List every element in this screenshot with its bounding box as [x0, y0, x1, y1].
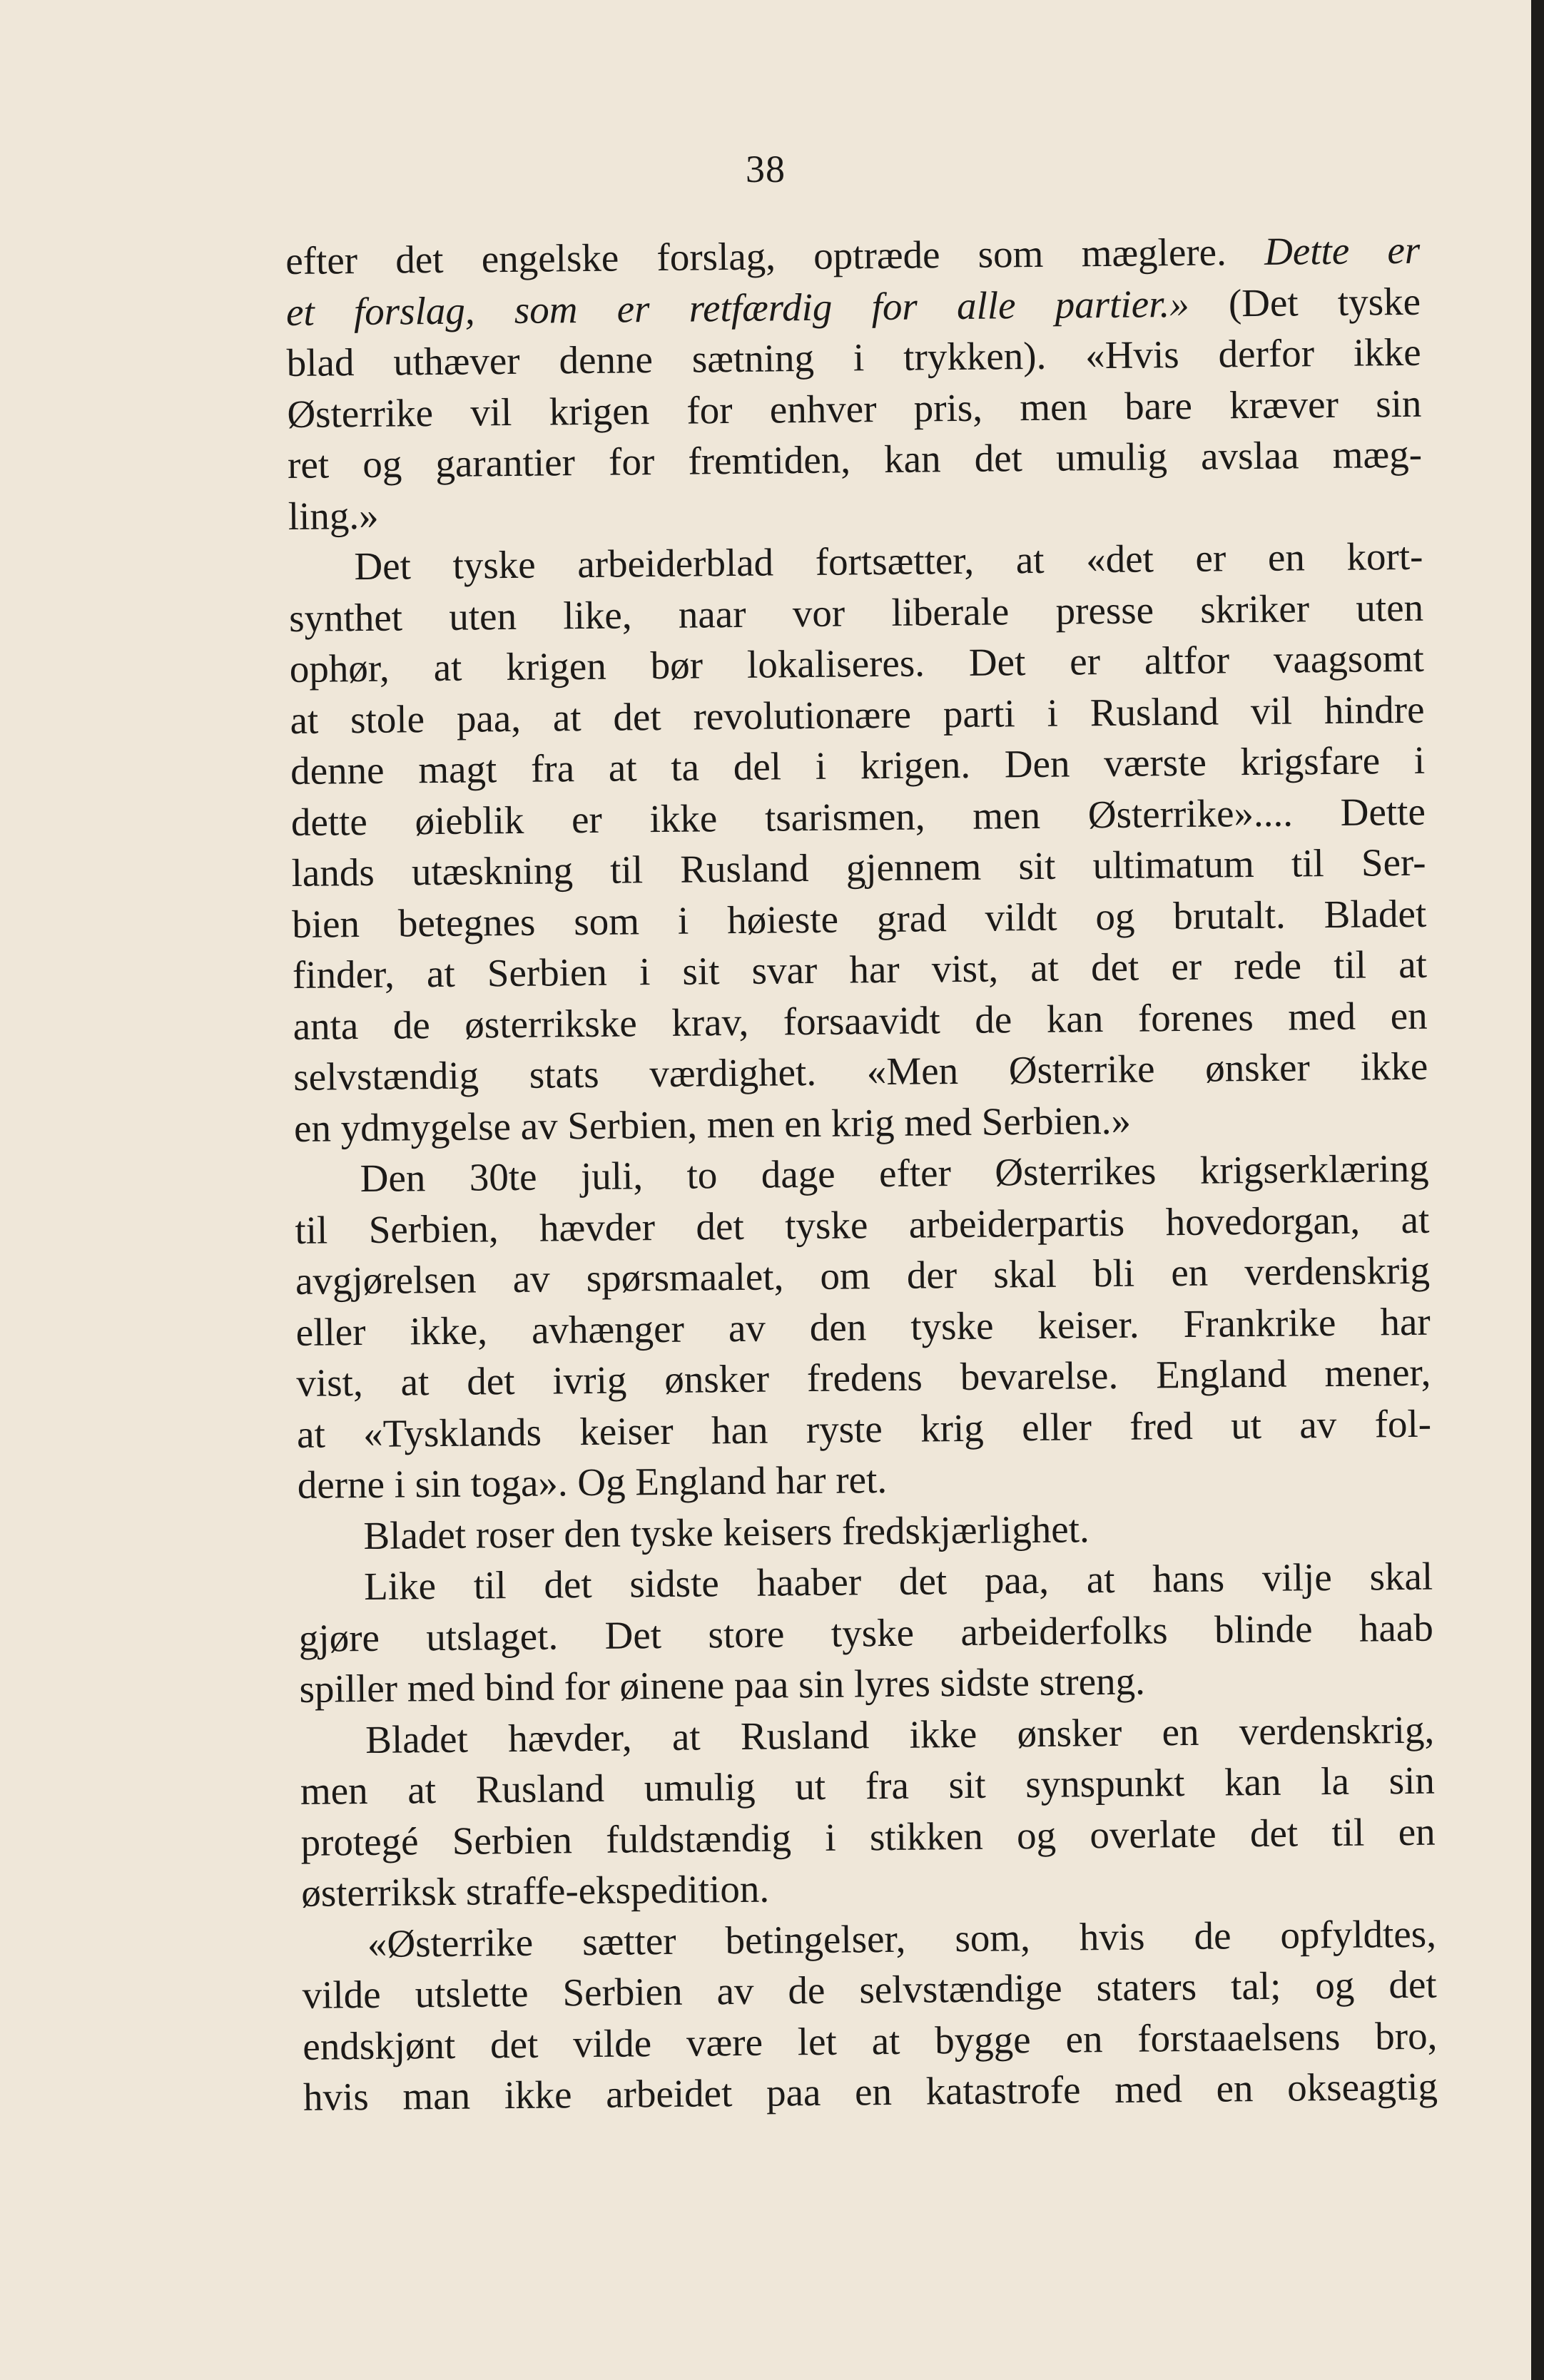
italic-text: Dette er	[1264, 228, 1421, 273]
page-number: 38	[746, 148, 786, 190]
line-text: til Serbien, hævder det tyske arbeiderpartis hovedorgan, at	[295, 1197, 1430, 1252]
line-text: Bladet roser den tyske keisers fredskjærlighet.	[363, 1506, 1090, 1557]
line-text: eller ikke, avhænger av den tyske keiser. Frankrike har	[295, 1299, 1431, 1354]
line-text: østerriksk straffe-ekspedition.	[301, 1866, 770, 1915]
text-line	[303, 2061, 1438, 2123]
line-text: Det tyske arbeiderblad fortsætter, at «det er en kort-	[354, 534, 1423, 589]
line-text: Bladet hævder, at Rusland ikke ønsker en verdenskrig,	[365, 1707, 1435, 1761]
line-text: avgjørelsen av spørsmaalet, om der skal bli en verdenskrig	[295, 1248, 1431, 1303]
line-text: hvis man ikke arbeidet paa en katastrofe med en okseagtig	[303, 2064, 1438, 2119]
line-text: anta de østerrikske krav, forsaavidt de kan forenes med en	[293, 993, 1428, 1048]
line-text: denne magt fra at ta del i krigen. Den værste krigsfare i	[290, 738, 1426, 793]
line-text: vist, at det ivrig ønsker fredens bevarelse. England mener,	[296, 1350, 1431, 1405]
line-text: synthet uten like, naar vor liberale presse skriker uten	[288, 585, 1424, 640]
line-text: blad uthæver denne sætning i trykken). «Hvis derfor ikke	[286, 330, 1421, 385]
line-text: vilde utslette Serbien av de selvstændige staters tal; og det	[302, 1962, 1437, 2017]
line-text: selvstændig stats værdighet. «Men Østerrike ønsker ikke	[293, 1044, 1428, 1099]
line-text: derne i sin toga». Og England har ret.	[297, 1457, 888, 1507]
text-line	[300, 1806, 1436, 1868]
line-text: spiller med bind for øinene paa sin lyres sidste streng.	[299, 1659, 1146, 1711]
line-text: Den 30te juli, to dage efter Østerrikes krigserklæring	[360, 1146, 1429, 1201]
text-line	[288, 429, 1423, 491]
line-text: (Det tyske	[1189, 279, 1421, 325]
line-text: at stole paa, at det revolutionære parti i Rusland vil hindre	[290, 687, 1425, 742]
line-text: ret og garantier for fremtiden, kan det umulig avslaa mæg-	[287, 432, 1423, 487]
scan-edge	[1531, 0, 1544, 2380]
line-text: gjøre utslaget. Det store tyske arbeiderfolks blinde haab	[298, 1605, 1434, 1660]
text-line	[293, 1041, 1428, 1103]
line-text: en ydmygelse av Serbien, men en krig med Serbien.»	[293, 1098, 1132, 1150]
body-text	[285, 225, 1438, 2123]
line-text: lands utæskning til Rusland gjennem sit ultimatum til Ser-	[291, 840, 1426, 895]
line-text: men at Rusland umulig ut fra sit synspunkt kan la sin	[300, 1758, 1436, 1813]
line-text: efter det engelske forslag, optræde som mæglere.	[285, 229, 1265, 283]
line-text: «Østerrike sætter betingelser, som, hvis de opfyldtes,	[367, 1911, 1437, 1965]
line-text: protegé Serbien fuldstændig i stikken og overlate det til en	[300, 1809, 1436, 1864]
line-text: endskjønt det vilde være let at bygge en forstaaelsens bro,	[303, 2013, 1438, 2068]
text-line	[297, 1398, 1432, 1460]
line-text: Like til det sidste haaber det paa, at hans vilje skal	[363, 1554, 1433, 1609]
line-text: Østerrike vil krigen for enhver pris, men bare kræver sin	[287, 381, 1422, 436]
line-text: ling.»	[288, 493, 379, 538]
line-text: finder, at Serbien i sit svar har vist, at det er rede til at	[292, 942, 1428, 997]
line-text: bien betegnes som i høieste grad vildt og brutalt. Bladet	[291, 891, 1427, 946]
line-text: at «Tysklands keiser han ryste krig eller fred ut av fol-	[296, 1401, 1432, 1456]
text-line	[299, 1602, 1434, 1664]
italic-text: et forslag, som er retfærdig for alle partier.»	[285, 281, 1189, 334]
line-text: ophør, at krigen bør lokaliseres. Det er altfor vaagsomt	[289, 636, 1425, 691]
line-text: dette øieblik er ikke tsarismen, men Østerrike».... Dette	[290, 789, 1426, 844]
